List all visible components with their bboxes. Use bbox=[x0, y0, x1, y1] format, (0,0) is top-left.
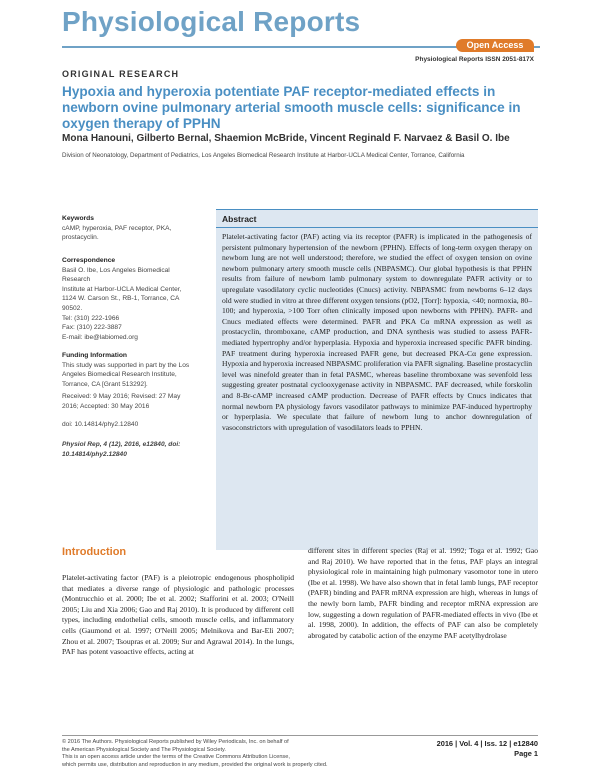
funding-block bbox=[62, 351, 196, 389]
correspondence-line: Tel: (310) 222-1966 bbox=[62, 314, 120, 322]
article-dates: Received: 9 May 2016; Revised: 27 May 2016; Accepted: 30 May 2016 bbox=[62, 393, 181, 410]
article-title: Hypoxia and hyperoxia potentiate PAF receptor-mediated effects in newborn ovine pulmonary arterial smooth muscle cells: significance in oxygen therapy of PPHN bbox=[62, 84, 521, 132]
abstract-box bbox=[216, 209, 538, 550]
keywords-heading: Keywords bbox=[62, 215, 94, 222]
correspondence-line: 1124 W. Carson St., RB-1, Torrance, CA bbox=[62, 295, 180, 303]
funding-heading: Funding Information bbox=[62, 352, 128, 359]
correspondence-line: Fax: (310) 222-3887 bbox=[62, 324, 122, 332]
article-authors: Mona Hanouni, Gilberto Bernal, Shaemion McBride, Vincent Reginald F. Narvaez & Basil O. Ibe bbox=[62, 133, 510, 144]
license-line: the American Physiological Society and The Physiological Society. bbox=[62, 746, 226, 753]
journal-title: Physiological Reports bbox=[62, 6, 361, 37]
correspondence-block bbox=[62, 256, 196, 342]
footer-page-info bbox=[437, 739, 538, 758]
correspondence-email[interactable]: E-mail: ibe@labiomed.org bbox=[62, 333, 138, 341]
article-doi[interactable]: doi: 10.14814/phy2.12840 bbox=[62, 421, 139, 428]
license-line: This is an open access article under the terms of the Creative Commons Attribution License, bbox=[62, 754, 290, 761]
keywords-block bbox=[62, 214, 196, 243]
introduction-column-2: different sites in different species (Raj et al. 1992; Toga et al. 1992; Gao and Raj 2010). We have reported that in the fetus, PAF plays an integral physiological role in maintaining high pulmonary vasomotor tone in utero (Ibe et al. 1998). We have also shown that in fetal lamb lungs, PAF receptor (PAFR) binding and PAFR mRNA expression are high, whereas in lungs of the newly born lamb, PAFR binding and receptor mRNA expression are low, suggesting a down regulation of PAFR-mediated effects in vivo (Ibe et al. 1998, 2000). In addition, the effects of PAF can also be completely abrogated by catabolic action of the enzyme PAF acetylhydrolase bbox=[308, 546, 538, 640]
license-line: © 2016 The Authors. Physiological Reports published by Wiley Periodicals, Inc. on behalf of bbox=[62, 739, 289, 745]
correspondence-line: Basil O. Ibe, Los Angeles Biomedical Research bbox=[62, 266, 170, 284]
article-section: ORIGINAL RESEARCH bbox=[62, 69, 180, 79]
abstract-text: Platelet-activating factor (PAF) acting via its receptor (PAFR) is implicated in the pathogenesis of persistent pulmonary hypertension of the newborn (PPHN). Effects of long-term oxygen therapy on newborn lung are not well understood; therefore, we studied the effect of oxygen tension on ovine newborn pulmonary artery smooth muscle cells (NBPASMC). Our global hypothesis is that PPHN results from failure of newborn lamb pulmonary system to downregulate PAFR activity or to upregulate vasodilatory cyclic nucleotides (Cnucs) activity. NBPASMC from newborns 6–12 days old were studied in vitro at three different oxygen tensions (pO2, [Torr]: hypoxia, <40; normoxia, 80–100; and hyperoxia, >100 Torr often clinically imposed upon newborns with PPHN). PAFR- and Cnucs mediated effects were determined. PAFR and PKA Cα mRNA expression as well as prostacyclin, thromboxane, cAMP production, and DNA synthesis was studied to assess PAFR-mediated hypertrophy and/or hyperplasia. Hypoxia and hyperoxia increased specific PAFR binding. PAF treatment during hyperoxia increased PAFR gene, but decreased PKA-Cα gene expression. Hypoxia and hyperoxia increased NBPASMC proliferation via PAFR signaling. Baseline prostacyclin level was ninefold greater than in fetal PASMC, whereas baseline thromboxane was sevenfold less suggesting greater postnatal cyclooxygenase activity in NBPASMC. PAF decreased, while forskolin and 8-Br-cAMP increased cAMP production. Decrease of PAFR effects by Cnucs indicates that normal newborn PA physiology favors vasodilator pathways to minimize PAF-induced hypertrophy or hyperplasia. We speculate that failure of newborn lung to anchor downregulation of vasoconstrictors with upregulation of vasodilators leads to PPHN. bbox=[222, 232, 532, 432]
introduction-heading: Introduction bbox=[62, 546, 127, 558]
article-affiliation: Division of Neonatology, Department of Pediatrics, Los Angeles Biomedical Research Institute at Harbor-UCLA Medical Center, Torrance, California bbox=[62, 152, 465, 159]
footer-license bbox=[62, 739, 382, 769]
abstract-heading: Abstract bbox=[216, 210, 538, 228]
article-citation: Physiol Rep, 4 (12), 2016, e12840, doi: 10.14814/phy2.12840 bbox=[62, 441, 181, 458]
volume-info: 2016 | Vol. 4 | Iss. 12 | e12840 bbox=[436, 739, 538, 748]
footer-rule bbox=[62, 735, 538, 736]
correspondence-line: 90502. bbox=[62, 304, 83, 312]
open-access-badge: Open Access bbox=[456, 39, 534, 52]
correspondence-line: Institute at Harbor-UCLA Medical Center, bbox=[62, 285, 182, 293]
introduction-column-1: Platelet-activating factor (PAF) is a pleiotropic endogenous phospholipid that mediates a diverse range of physiologic and pathologic processes (Montrucchio et al. 2000; Ibe et al. 2002; Stafforini et al. 2003; O'Neill 2005; Liu and Xia 2006; Gao and Raj 2010). It is produced by different cell types, including endothelial cells, smooth muscle cells, and inflammatory cells (Gaumond et al. 1997; O'Neill 2005; Melnikova and Bar-Eli 2007; Zhou et al. 2007; Tsoupras et al. 2009; Sur and Agrawal 2014). In the lungs, PAF has potent vasoactive effects, acting at bbox=[62, 573, 294, 657]
page-number: Page 1 bbox=[514, 748, 538, 758]
license-line: which permits use, distribution and reproduction in any medium, provided the original work is properly cited. bbox=[62, 761, 328, 768]
keywords-text: cAMP, hyperoxia, PAF receptor, PKA, prostacyclin. bbox=[62, 224, 172, 242]
funding-text: This study was supported in part by the Los Angeles Biomedical Research Institute, Torrance, CA [Grant 513292]. bbox=[62, 361, 190, 388]
correspondence-heading: Correspondence bbox=[62, 257, 116, 264]
issn: Physiological Reports ISSN 2051-817X bbox=[415, 56, 534, 63]
